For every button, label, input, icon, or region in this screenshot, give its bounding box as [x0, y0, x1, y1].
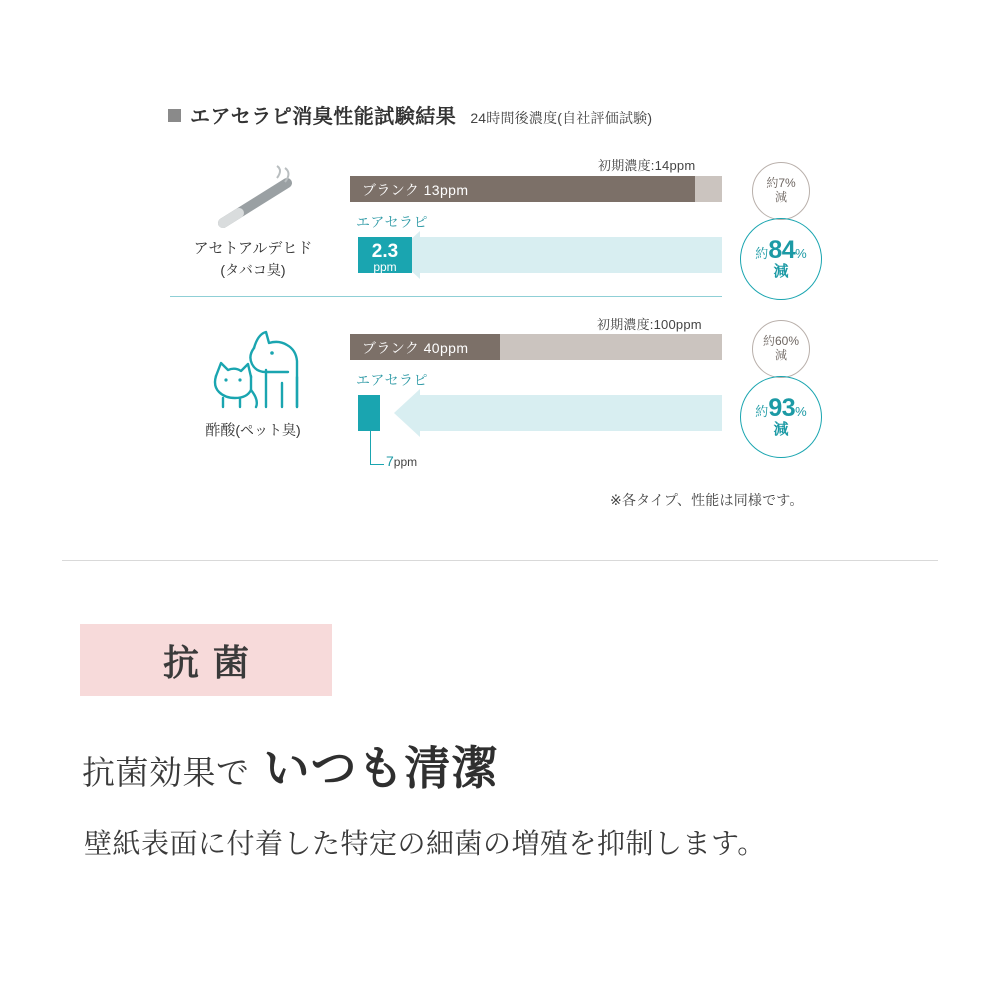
section-divider [62, 560, 938, 561]
blank-bar-label-1: ブランク 13ppm [362, 182, 469, 198]
chart-title: エアセラピ消臭性能試験結果 [190, 106, 457, 128]
reduction-badge-blank-2 [752, 320, 810, 378]
blank-bar-track-2 [350, 334, 722, 360]
bullet-square-icon [168, 109, 181, 122]
antibacterial-badge [80, 624, 332, 696]
callout-unit: ppm [393, 455, 418, 469]
category-name-2: 酢酸(ペット臭) [205, 422, 301, 439]
reduction-badge-product-1 [740, 218, 822, 300]
reduction-badge-blank-1-value: 約7% [766, 176, 796, 191]
blank-bar-track-1 [350, 176, 722, 202]
callout-tick-horizontal [370, 464, 384, 465]
group-divider-line [170, 296, 722, 297]
reduction-badge-product-2-value: 約93% [755, 393, 807, 422]
cigarette-icon [205, 165, 315, 235]
product-bar-arrow-2 [394, 389, 420, 437]
product-series-label-1: エアセラピ [356, 214, 428, 230]
product-bar-value-number-1: 2.3 [371, 241, 399, 262]
reduction-badge-product-2 [740, 376, 822, 458]
antibacterial-headline-lead: 抗菌効果で [82, 754, 250, 791]
initial-concentration-label-2: 初期濃度:100ppm [597, 317, 702, 332]
product-bar-value-unit-1: ppm [373, 260, 397, 274]
reduction-badge-blank-2-suffix: 減 [774, 348, 787, 363]
antibacterial-headline-strong: いつも清潔 [263, 742, 499, 794]
dog-cat-icon [196, 318, 326, 428]
antibacterial-headline [82, 732, 499, 798]
category-sub-1: (タバコ臭) [220, 261, 286, 278]
chart-note: ※各タイプ、性能は同様です。 [610, 492, 804, 508]
category-label-2 [170, 420, 336, 442]
blank-bar-label-2: ブランク 40ppm [362, 340, 469, 356]
category-name-1: アセトアルデヒド [193, 240, 313, 257]
reduction-badge-product-1-suffix: 減 [773, 263, 789, 281]
chart-title-row [168, 100, 652, 129]
product-bar-track-2 [420, 395, 722, 431]
product-bar-fill-2 [358, 395, 380, 431]
reduction-badge-product-1-value: 約84% [755, 235, 807, 264]
initial-concentration-label-1: 初期濃度:14ppm [598, 158, 696, 173]
product-bar-value-1 [358, 242, 412, 273]
product-bar-track-1 [420, 237, 722, 273]
antibacterial-badge-label: 抗菌 [162, 641, 263, 683]
reduction-badge-blank-2-value: 約60% [762, 334, 800, 349]
reduction-badge-product-2-suffix: 減 [773, 421, 789, 439]
product-bar-callout-2 [386, 453, 417, 469]
callout-tick-vertical [370, 431, 371, 464]
chart-subtitle: 24時間後濃度(自社評価試験) [470, 110, 653, 126]
callout-value: 7 [386, 453, 394, 469]
antibacterial-subcopy: 壁紙表面に付着した特定の細菌の増殖を抑制します。 [84, 828, 766, 859]
reduction-badge-blank-1-suffix: 減 [774, 190, 787, 205]
category-label-1 [170, 238, 336, 280]
product-series-label-2: エアセラピ [356, 372, 428, 388]
reduction-badge-blank-1 [752, 162, 810, 220]
